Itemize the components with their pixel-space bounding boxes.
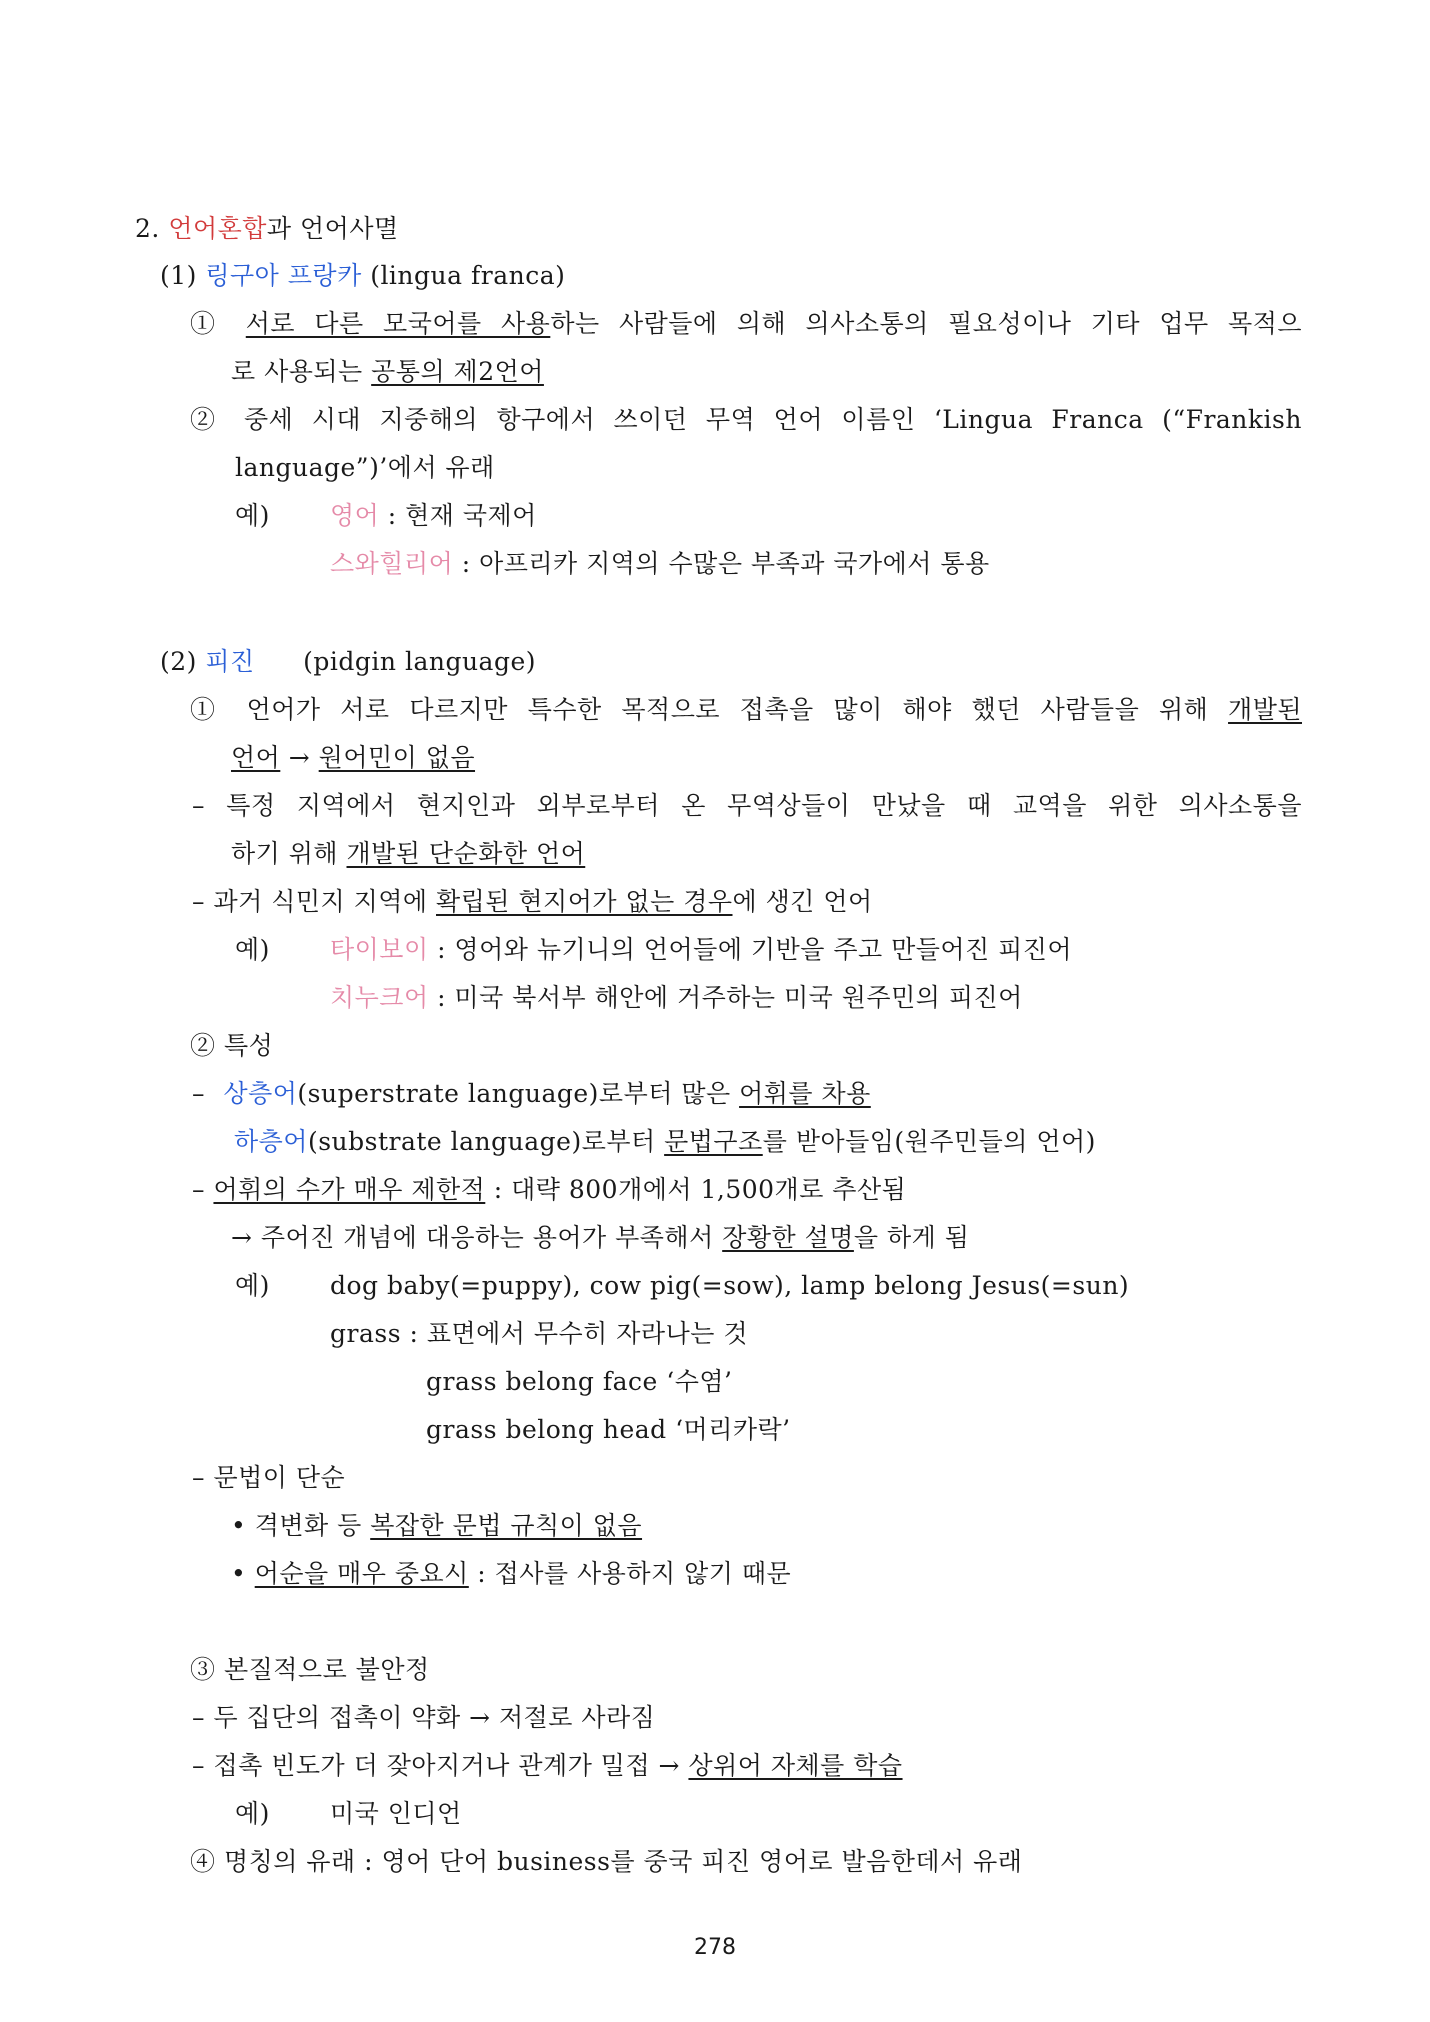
feature-superstrate-term: 상층어 [223, 1079, 298, 1108]
instability-dash-2-mark: – [192, 1751, 205, 1780]
pidgin-example-2 [330, 981, 1023, 1015]
grammar-bullet-2-text: : 접사를 사용하지 않기 때문 [477, 1559, 792, 1588]
lingua-example-label: 예) [235, 501, 270, 530]
instability-mark: ③ [190, 1655, 216, 1684]
vocab-example-3: grass belong face ‘수염’ [426, 1367, 733, 1396]
pidgin-dash-1-mark: – [192, 791, 205, 820]
section-number: 2. [135, 214, 160, 243]
instability-example: 미국 인디언 [330, 1799, 462, 1828]
pidgin-example-1-desc: : 영어와 뉴기니의 언어들에 기반을 주고 만들어진 피진어 [437, 935, 1073, 964]
name-origin [190, 1845, 1022, 1879]
instability-example-label: 예) [235, 1799, 270, 1828]
grammar-bullet-2-mark: • [231, 1559, 247, 1588]
feature-superstrate-mark: – [192, 1079, 205, 1108]
feature-superstrate-underlined: 어휘를 차용 [739, 1079, 871, 1108]
grammar-bullet-1-mark: • [231, 1511, 247, 1540]
lingua-point-1-cont-underlined: 공통의 제2언어 [371, 357, 544, 386]
lingua-heading [160, 259, 565, 293]
feature-vocabulary [192, 1173, 906, 1207]
feature-vocabulary-consequence-underlined: 장황한 설명 [722, 1223, 854, 1252]
lingua-point-1-mark: ① [190, 309, 227, 338]
lingua-example-2 [330, 547, 990, 581]
features-mark: ② [190, 1031, 216, 1060]
lingua-example-1 [330, 499, 537, 533]
pidgin-heading-rest: (pidgin language) [303, 647, 537, 676]
lingua-point-1-underlined: 서로 다른 모국어를 사용 [245, 309, 551, 338]
feature-grammar [192, 1461, 345, 1495]
lingua-example-2-term: 스와힐리어 [330, 549, 454, 578]
feature-substrate-text: (substrate language)로부터 [307, 1127, 665, 1156]
vocab-example-label: 예) [235, 1271, 270, 1300]
feature-vocabulary-consequence [231, 1221, 969, 1255]
instability-dash-2 [192, 1749, 903, 1783]
lingua-heading-number: (1) [160, 261, 197, 290]
instability-title: 본질적으로 불안정 [223, 1655, 430, 1684]
pidgin-dash-2-underlined: 확립된 현지어가 없는 경우 [436, 887, 733, 916]
pidgin-point-1-underlined: 개발된 [1228, 695, 1302, 724]
lingua-example-1-term: 영어 [330, 501, 380, 530]
pidgin-point-1-cont-arrow: → [288, 743, 311, 772]
pidgin-dash-1-text: 특정 지역에서 현지인과 외부로부터 온 무역상들이 만났을 때 교역을 위한 의사소통을 [226, 791, 1302, 820]
features-heading [190, 1029, 273, 1063]
pidgin-example-1 [330, 933, 1072, 967]
pidgin-example-2-term: 치누크어 [330, 983, 429, 1012]
lingua-point-2-text: 중세 시대 지중해의 항구에서 쓰이던 무역 언어 이름인 ‘Lingua Franca (“Frankish [243, 405, 1302, 434]
lingua-point-2-cont: language”)’에서 유래 [235, 453, 495, 482]
grammar-bullet-1-text: 격변화 등 [254, 1511, 371, 1540]
lingua-point-1-cont [231, 355, 544, 389]
pidgin-example-label: 예) [235, 935, 270, 964]
features-title: 특성 [223, 1031, 274, 1060]
section-title-rest: 과 언어사멸 [266, 214, 399, 243]
feature-vocabulary-mark: – [192, 1175, 205, 1204]
pidgin-dash-1-cont-underlined: 개발된 단순화한 언어 [346, 839, 586, 868]
section-heading [135, 212, 399, 246]
pidgin-dash-2-text-b: 에 생긴 언어 [732, 887, 873, 916]
pidgin-dash-2 [192, 885, 873, 919]
feature-vocabulary-consequence-text: → 주어진 개념에 대응하는 용어가 부족해서 [231, 1223, 723, 1252]
lingua-point-2-mark: ② [190, 405, 226, 434]
feature-substrate-term: 하층어 [234, 1127, 308, 1156]
pidgin-dash-1 [192, 789, 1302, 823]
pidgin-point-1 [190, 693, 1302, 727]
feature-superstrate-text: (superstrate language)로부터 많은 [297, 1079, 740, 1108]
pidgin-point-1-cont-u2: 원어민이 없음 [318, 743, 476, 772]
pidgin-example-2-desc: : 미국 북서부 해안에 거주하는 미국 원주민의 피진어 [437, 983, 1023, 1012]
lingua-point-1 [190, 307, 1302, 341]
pidgin-dash-2-text-a: 과거 식민지 지역에 [213, 887, 436, 916]
section-title-highlight: 언어혼합 [168, 214, 267, 243]
feature-substrate-underlined: 문법구조 [664, 1127, 763, 1156]
instability-dash-1-text: 두 집단의 접촉이 약화 → 저절로 사라짐 [213, 1703, 656, 1732]
feature-grammar-text: 문법이 단순 [213, 1463, 346, 1492]
vocab-example-1: dog baby(=puppy), cow pig(=sow), lamp belong Jesus(=sun) [330, 1271, 1130, 1300]
instability-dash-1 [192, 1701, 655, 1735]
page-number: 278 [694, 1935, 736, 1960]
pidgin-heading-highlight: 피진 [205, 647, 255, 676]
feature-vocabulary-underlined: 어휘의 수가 매우 제한적 [213, 1175, 486, 1204]
feature-substrate-text-b: 를 받아들임(원주민들의 언어) [762, 1127, 1096, 1156]
lingua-point-1-text: 하는 사람들에 의해 의사소통의 필요성이나 기타 업무 목적으 [550, 309, 1302, 338]
grammar-bullet-1 [231, 1509, 642, 1543]
instability-dash-1-mark: – [192, 1703, 205, 1732]
feature-vocabulary-text: : 대략 800개에서 1,500개로 추산됨 [493, 1175, 907, 1204]
vocab-example-2: grass : 표면에서 무수히 자라나는 것 [330, 1319, 748, 1348]
vocab-example-4: grass belong head ‘머리카락’ [426, 1415, 791, 1444]
instability-dash-2-text: 접촉 빈도가 더 잦아지거나 관계가 밀접 → [213, 1751, 689, 1780]
pidgin-example-1-term: 타이보이 [330, 935, 429, 964]
pidgin-dash-1-cont [231, 837, 585, 871]
feature-vocabulary-consequence-text-b: 을 하게 됨 [853, 1223, 970, 1252]
lingua-heading-rest: (lingua franca) [370, 261, 566, 290]
pidgin-point-1-text: 언어가 서로 다르지만 특수한 목적으로 접촉을 많이 해야 했던 사람들을 위해 [246, 695, 1209, 724]
instability-dash-2-underlined: 상위어 자체를 학습 [688, 1751, 903, 1780]
pidgin-dash-2-mark: – [192, 887, 205, 916]
pidgin-point-1-cont [231, 741, 475, 775]
lingua-point-1-cont-text: 로 사용되는 [231, 357, 372, 386]
pidgin-heading [160, 645, 536, 679]
lingua-point-2 [190, 403, 1302, 437]
pidgin-point-1-cont-u1: 언어 [231, 743, 281, 772]
lingua-heading-highlight: 링구아 프랑카 [205, 261, 362, 290]
feature-substrate [234, 1125, 1096, 1159]
lingua-example-2-desc: : 아프리카 지역의 수많은 부족과 국가에서 통용 [461, 549, 990, 578]
lingua-example-1-desc: : 현재 국제어 [387, 501, 537, 530]
name-origin-text: 명칭의 유래 : 영어 단어 business를 중국 피진 영어로 발음한데서 유래 [223, 1847, 1023, 1876]
name-origin-mark: ④ [190, 1847, 216, 1876]
grammar-bullet-2 [231, 1557, 791, 1591]
feature-grammar-mark: – [192, 1463, 205, 1492]
grammar-bullet-1-underlined: 복잡한 문법 규칙이 없음 [370, 1511, 643, 1540]
pidgin-dash-1-cont-text: 하기 위해 [231, 839, 347, 868]
grammar-bullet-2-underlined: 어순을 매우 중요시 [254, 1559, 469, 1588]
feature-superstrate [192, 1077, 871, 1111]
pidgin-point-1-mark: ① [190, 695, 227, 724]
instability-heading [190, 1653, 430, 1687]
pidgin-heading-number: (2) [160, 647, 197, 676]
